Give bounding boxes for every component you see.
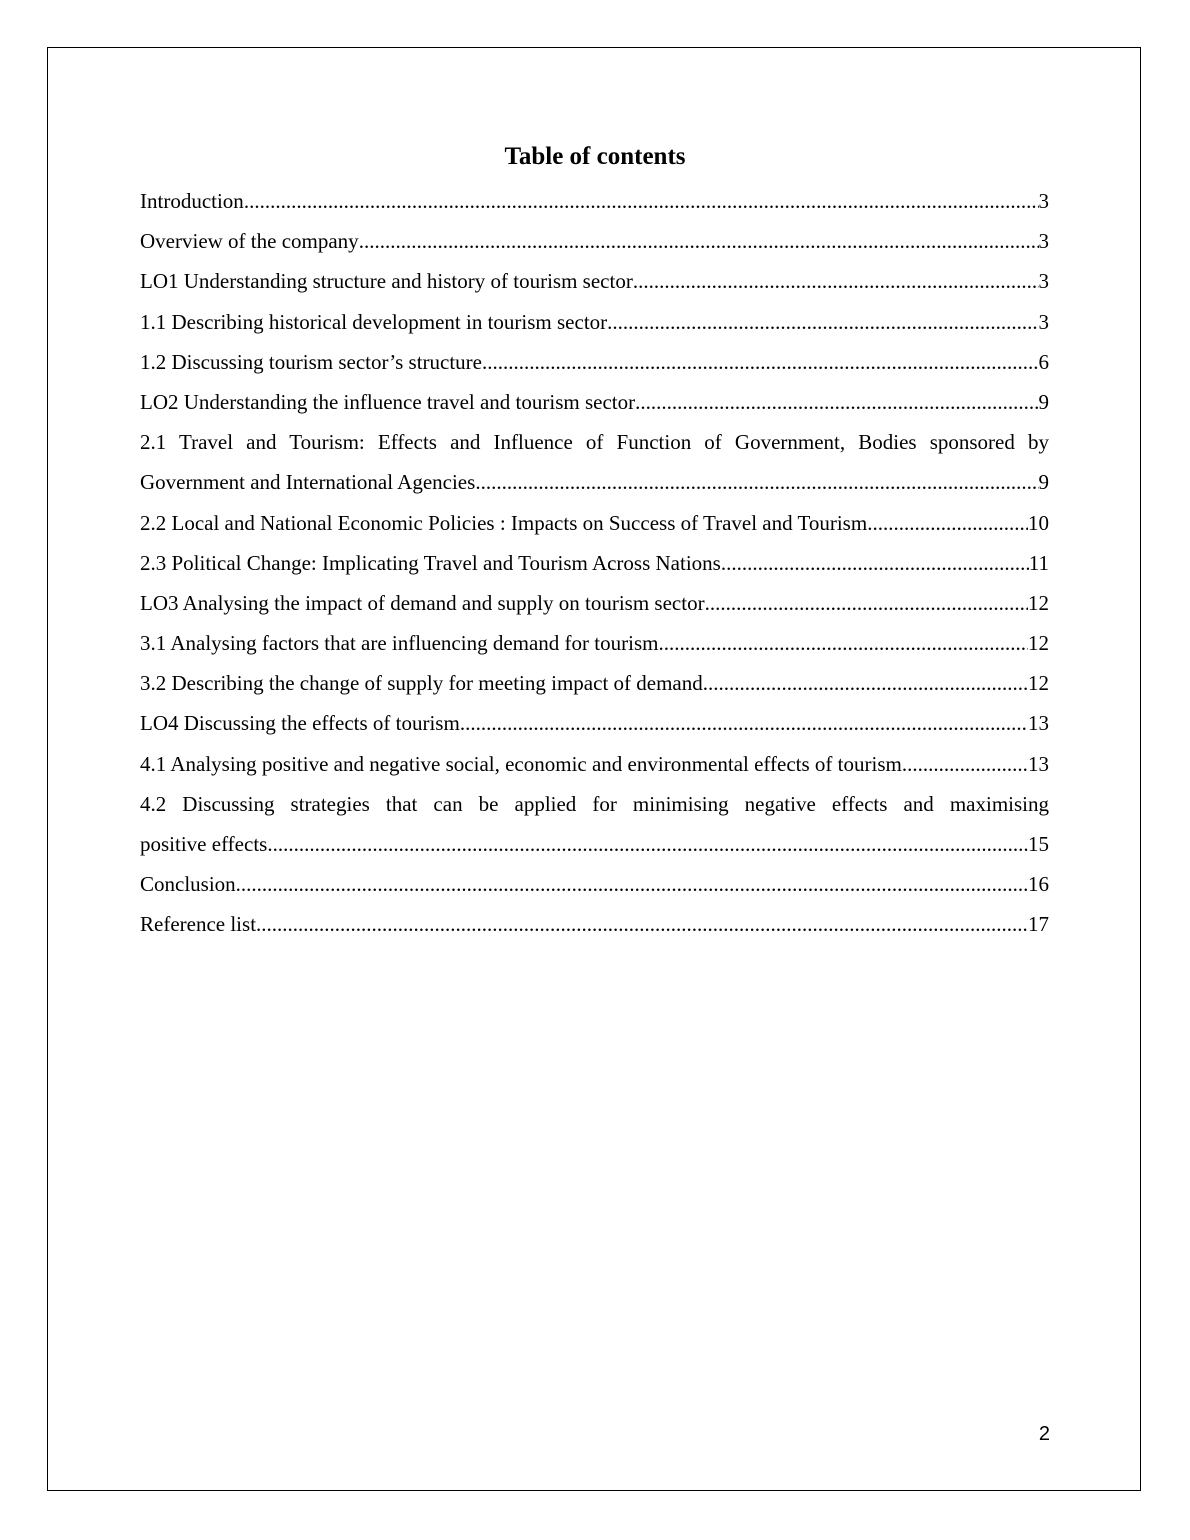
toc-entry-4-1[interactable] (140, 744, 1049, 784)
toc-entry-2-1-line1[interactable]: 2.1 Travel and Tourism: Effects and Influence of Function of Government, Bodies sponsored by (140, 430, 1049, 455)
toc-entry-4-2[interactable] (140, 824, 1049, 864)
toc-entry-reference-list[interactable] (140, 904, 1049, 944)
toc-entry-page: 3 (1038, 189, 1049, 213)
toc-entry-2-1[interactable] (140, 462, 1049, 502)
toc-entry-1-1[interactable] (140, 302, 1049, 342)
dot-leader (703, 663, 1028, 703)
toc-entry-label: 1.1 Describing historical development in tourism sector (140, 309, 608, 334)
toc-entry-2-2[interactable] (140, 503, 1049, 543)
toc-entry-page: 15 (1028, 832, 1049, 856)
toc-entry-page: 12 (1028, 671, 1049, 696)
toc-entry-label: LO2 Understanding the influence travel and tourism sector (140, 389, 636, 414)
toc-entry-introduction[interactable] (140, 181, 1049, 221)
toc-entry-3-1[interactable] (140, 623, 1049, 663)
toc-entry-conclusion[interactable] (140, 864, 1049, 904)
table-of-contents (140, 181, 1049, 945)
toc-entry-page: 11 (1028, 550, 1049, 575)
toc-entry-lo4[interactable] (140, 703, 1049, 743)
toc-entry-page: 13 (1028, 751, 1049, 776)
toc-title: Table of contents (504, 143, 686, 170)
dot-leader (867, 503, 1028, 543)
dot-leader (658, 623, 1028, 663)
toc-entry-page: 12 (1028, 631, 1049, 656)
toc-entry-label: Reference list (140, 912, 257, 937)
toc-entry-2-3[interactable] (140, 543, 1049, 583)
toc-entry-label: Government and International Agencies (140, 470, 476, 495)
toc-entry-lo3[interactable] (140, 583, 1049, 623)
toc-entry-label: LO4 Discussing the effects of tourism (140, 711, 460, 736)
dot-leader (705, 583, 1028, 623)
toc-entry-1-2[interactable] (140, 342, 1049, 382)
toc-entry-label: 1.2 Discussing tourism sector’s structure (140, 349, 482, 374)
dot-leader (244, 181, 1039, 221)
toc-entry-page: 17 (1028, 912, 1049, 937)
dot-leader (482, 342, 1039, 382)
dot-leader (475, 462, 1038, 502)
dot-leader (607, 302, 1038, 342)
dot-leader (721, 543, 1029, 583)
toc-entry-label: Conclusion (140, 872, 236, 897)
toc-entry-label: Overview of the company (140, 229, 359, 254)
toc-entry-page: 3 (1038, 269, 1049, 294)
toc-entry-label: Introduction (140, 189, 244, 213)
toc-entry-page: 9 (1038, 470, 1049, 495)
toc-entry-label: positive effects (140, 832, 268, 856)
toc-entry-page: 6 (1038, 349, 1049, 374)
toc-entry-label: 3.1 Analysing factors that are influencing demand for tourism (140, 631, 659, 656)
toc-entry-page: 9 (1038, 389, 1049, 414)
toc-entry-label: LO1 Understanding structure and history of tourism sector (140, 269, 633, 294)
page-number: 2 (1038, 1423, 1050, 1445)
toc-entry-label: 4.1 Analysing positive and negative social, economic and environmental effects of tourism (140, 751, 902, 776)
toc-entry-page: 3 (1038, 309, 1049, 334)
toc-entry-label: 3.2 Describing the change of supply for meeting impact of demand (140, 671, 703, 696)
toc-entry-page: 12 (1028, 590, 1049, 615)
dot-leader (236, 864, 1028, 904)
toc-entry-label: 2.3 Political Change: Implicating Travel and Tourism Across Nations (140, 550, 721, 575)
toc-entry-page: 16 (1028, 872, 1049, 897)
dot-leader (633, 261, 1039, 301)
toc-entry-overview[interactable] (140, 221, 1049, 261)
toc-entry-page: 13 (1028, 711, 1049, 736)
toc-entry-label: LO3 Analysing the impact of demand and supply on tourism sector (140, 590, 705, 615)
dot-leader (256, 904, 1028, 944)
toc-entry-page: 10 (1028, 510, 1049, 535)
toc-entry-page: 3 (1038, 229, 1049, 254)
toc-entry-lo2[interactable] (140, 382, 1049, 422)
dot-leader (267, 824, 1028, 864)
toc-entry-lo1[interactable] (140, 261, 1049, 301)
dot-leader (902, 744, 1028, 784)
dot-leader (359, 221, 1039, 261)
toc-entry-label: 2.2 Local and National Economic Policies : Impacts on Success of Travel and Tourism (140, 510, 868, 535)
toc-entry-3-2[interactable] (140, 663, 1049, 703)
dot-leader (635, 382, 1038, 422)
toc-entry-4-2-line1[interactable]: 4.2 Discussing strategies that can be applied for minimising negative effects and maximising (140, 791, 1049, 816)
dot-leader (460, 703, 1028, 743)
